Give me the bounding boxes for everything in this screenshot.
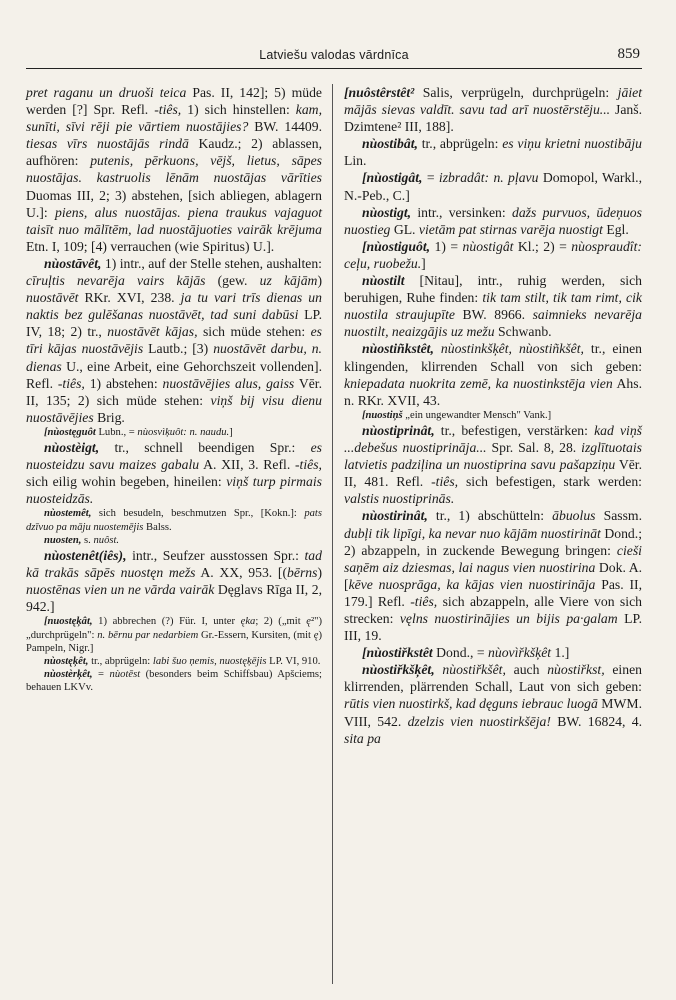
definition-text: tr., befestigen, verstärken: (434, 422, 595, 438)
example-text: es tīri kājas nuostāvējis (26, 324, 322, 357)
example-text: tiesas vīrs nuostājās rindā (26, 136, 189, 152)
headword: [nuôstêrstêt² (344, 85, 415, 100)
definition-text: 1) abstehen: (84, 375, 163, 391)
dictionary-entry (344, 84, 642, 135)
example-text: ę (306, 616, 311, 628)
example-text: nùotēst (109, 669, 141, 681)
definition-text: Kl.; 2) = (513, 238, 572, 254)
headword: [nùostęguôt (44, 426, 96, 438)
definition-text: (gew. (205, 273, 260, 289)
headword: nùostemêt, (44, 508, 92, 520)
example-text: -tiês, (57, 375, 85, 391)
example-text: ābuolus (552, 508, 596, 524)
example-text: jāiet mājās sievas valdīt. savu tad arī nuostērstēju... (344, 85, 642, 118)
example-text: kniepadata nuokrita zemē, ka nuostinkstēja vien (344, 375, 613, 391)
example-text: kēve nuosprāga, ka kājas vien nuostirināja (348, 576, 596, 592)
example-text: -tiês, (410, 593, 438, 609)
example-text: es nuosteidzu savu maizes gabalu (26, 440, 322, 473)
page-header (26, 48, 642, 69)
example-text: nuostēnas vien un ne vārda vairāk (26, 582, 215, 598)
headword: nùostigt, (362, 204, 412, 220)
dictionary-entry (26, 255, 322, 426)
definition-text: Dęglavs Rīga II, 2, 942.] (26, 582, 322, 615)
definition-text: = (422, 170, 439, 186)
definition-text: ; 2) („mit (255, 616, 307, 628)
definition-text: Domopol, Warkl., N.-Peb., C.] (344, 170, 642, 203)
example-text: cīruļtis nevarēja vairs kājās (26, 273, 206, 289)
definition-text: Vēr. II, 481. Refl. (344, 457, 642, 490)
dictionary-entry (344, 409, 642, 422)
example-text: vęlns nuostirinājies un bijis pa·galam (399, 611, 618, 627)
example-text: pret raganu un druoši teica (26, 85, 187, 100)
headword: [nuostiņš (362, 409, 403, 421)
definition-text: Duomas III, 2; 3) abstehen, [sich abliegen, ablagern U.]: (26, 187, 322, 220)
definition-text: Sassm. (595, 508, 642, 524)
dictionary-entry (26, 439, 322, 507)
definition-text: A. XII, 3. Refl. (199, 457, 295, 473)
definition-text: Egl. (602, 221, 629, 237)
headword: nùostirinât, (362, 508, 428, 524)
example-text: kad viņš ...debešus nuostiprināja... (344, 422, 642, 456)
definition-text: Ahs. n. RKr. XVII, 43. (344, 375, 642, 408)
example-text: cieši saņēm aiz dziesmas, lai nagus vien nuostirina (344, 542, 642, 575)
example-text: saimnieks nevarēja nuostilt, neaizgājis uz mežu (344, 307, 642, 340)
dictionary-entry (26, 615, 322, 655)
headword: nùostenêt(iês), (44, 548, 127, 564)
headword: [nùostiřkstêt (362, 645, 433, 661)
definition-text: A. XX, 953. [( (195, 565, 288, 581)
dictionary-entry (344, 644, 642, 661)
dictionary-entry (344, 135, 642, 169)
definition-text: Brig. (93, 409, 125, 425)
definition-text: [Nitau], intr., ruhig werden, sich beruhigen, Ruhe finden: (344, 273, 642, 306)
dictionary-entry (26, 547, 322, 615)
dictionary-entry (26, 655, 322, 668)
definition-text: tr., schnell beendigen Spr.: (99, 440, 311, 456)
left-column (26, 84, 322, 695)
definition-text: GL. (390, 221, 419, 237)
example-text: viņš turp pirmais nuosteidzās. (26, 474, 322, 507)
definition-text: einen klirrenden, plärrenden Schall, Laut von sich geben: (344, 662, 642, 695)
example-text: dubļi tik lipīgi, ka nevar nuo kājām nuostirināt (344, 525, 601, 541)
definition-text: BW. 14409. (248, 119, 322, 135)
definition-text: ) (317, 565, 323, 581)
definition-text: BW. 16824, 4. (550, 713, 642, 729)
headword: nùostāvêt, (44, 255, 102, 271)
definition-text: Salis, verprügeln, durchprügeln: (414, 85, 618, 100)
definition-text: BW. 8966. (454, 307, 533, 323)
column-divider (332, 84, 333, 984)
example-text: nùospraudît: ceļu, ruobežu. (344, 238, 642, 271)
definition-text: ] (229, 426, 233, 438)
definition-text: auch (505, 662, 548, 678)
example-text: putenis, pērkuons, vējš, lietus, sāpes nuostājas. kastruolis lēnām nuostājas vārīties (26, 153, 322, 186)
example-text: pats dzīvuo pa māju nuostemējis (26, 508, 322, 533)
example-text: kam, sunīti, sīvi rēji pie vārtiem nuostājies? (26, 102, 322, 135)
definition-text: sich abzappeln, alle Viere von sich strecken: (344, 593, 642, 627)
definition-text: „ein ungewandter Mensch" Vank.] (402, 409, 552, 421)
example-text: ęka (240, 616, 256, 628)
example-text: nùostinkšķêt, nùostiñkšêt, (440, 341, 584, 357)
dictionary-entry (344, 422, 642, 507)
dictionary-entry (344, 272, 642, 340)
definition-text: = (92, 669, 110, 681)
definition-text: sich müde stehen: (197, 324, 311, 340)
definition-text: Pas. II, 179.] Refl. (344, 576, 642, 609)
definition-text: Dond., = (432, 645, 488, 661)
definition-text: Balss. (143, 521, 172, 533)
example-text: -tiês, (294, 457, 322, 473)
definition-text: Dond.; 2) abzappeln, in zuckende Bewegung bringen: (344, 525, 642, 558)
example-text: es viņu krietni nuostibāju (502, 136, 642, 152)
headword: nùostilt (362, 273, 405, 289)
dictionary-entry (26, 534, 322, 547)
dictionary-entry (26, 84, 322, 255)
right-column (344, 84, 642, 747)
definition-text: Lubn., = (95, 426, 138, 438)
example-text: nùostigât (462, 238, 514, 254)
page-number: 859 (617, 46, 640, 62)
definition-text: MWM. VIII, 542. (344, 696, 642, 729)
definition-text: LP. IV, 18; 2) tr., (26, 307, 322, 340)
definition-text: LP. III, 19. (344, 611, 642, 644)
headword: nùostèigt, (44, 440, 100, 456)
definition-text: sich befestigen, stark werden: (458, 474, 642, 490)
example-text: sita pa (344, 730, 381, 746)
example-text: -tiês, (431, 474, 459, 490)
definition-text: Janš. Dzimtene² III, 188]. (344, 102, 642, 135)
dictionary-entry (344, 661, 642, 746)
example-text: valstis nuostiprinās. (344, 491, 455, 507)
example-text: n. bērnu par nedarbiem (97, 629, 199, 641)
example-text: izglītuotais latvietis padziļina un nuostiprina savu pašapziņu (344, 440, 642, 473)
definition-text: tr., einen klingenden, klirrenden Schall von sich geben: (344, 341, 643, 374)
running-title: Latviešu valodas vārdnīca (259, 48, 409, 62)
definition-text: U., eine Arbeit, eine Gehorchszeit vollenden]. Refl. (26, 358, 322, 391)
example-text: labi šuo ņemis, nuostęķējis (152, 656, 267, 668)
definition-text: tr., 1) abschütteln: (427, 508, 553, 524)
example-text: nùostiřkšêt, (442, 662, 506, 678)
definition-text: ²") „durchprügeln": (26, 616, 322, 641)
example-text: nùosvìķuôt: n. naudu. (137, 426, 230, 438)
definition-text: ) (317, 273, 322, 289)
example-text: ja tu vari trīs dienas un naktis bez gulēšanas nuostāvēt, tad suni dabūsi (26, 290, 322, 323)
definition-text: Pas. II, 142]; 5) müde werden [?] Spr. Refl. (26, 85, 322, 118)
example-text: dažs purvuos, ūdeņuos nuostieg (344, 204, 642, 237)
definition-text: Lin. (344, 153, 367, 169)
definition-text: 1) intr., auf der Stelle stehen, aushalten: (101, 255, 322, 271)
example-text: nùostiřkst, (547, 662, 605, 678)
dictionary-entry (344, 238, 642, 272)
dictionary-entry (344, 169, 642, 203)
example-text: izbradât: n. pļavu (438, 170, 539, 186)
definition-text: 1) sich hinstellen: (181, 102, 296, 118)
definition-text: Vēr. II, 135; 2) sich müde stehen: (26, 375, 323, 408)
example-text: nùovìřkšķêt (488, 645, 552, 661)
dictionary-entry (26, 426, 322, 439)
dictionary-entry (26, 668, 322, 694)
definition-text: Gr.-Essern, Kursiten, (mit (198, 629, 314, 641)
example-text: viņš bij visu dienu nuostāvējies (26, 392, 322, 425)
example-text: rūtis vien nuostirkš, kad dęguns iebrauc luogā (344, 696, 598, 712)
definition-text: Lautb.; [3) (143, 341, 214, 357)
headword: nùostiñkstêt, (362, 341, 434, 357)
dictionary-entry (344, 507, 642, 644)
definition-text: RKr. XVI, 238. (78, 290, 181, 306)
definition-text: s. (81, 534, 94, 546)
definition-text: ] (421, 255, 426, 271)
example-text: piens, alus nuostājas. piena traukus vajaguot taisīt nuo mālītēm, lad nuostājuoties vairāk krējuma (26, 204, 323, 237)
definition-text: Spr. Sal. 8, 28. (486, 440, 582, 456)
definition-text: sich eilig wohin begeben, hineilen: (26, 474, 227, 490)
definition-text: Schwanb. (494, 324, 552, 340)
example-text: -tiês, (154, 102, 182, 118)
example-text: bērns (287, 565, 318, 581)
definition-text: tr., abprügeln: (417, 136, 503, 152)
headword: nuosten, (44, 534, 82, 546)
definition-text: Etn. I, 109; [4) verrauchen (wie Spiritus) U.]. (26, 238, 275, 254)
headword: nùostèrķêt, (44, 669, 93, 681)
definition-text (434, 341, 441, 356)
example-text: nuôst. (93, 534, 120, 546)
example-text: tad kā trakās sāpēs nuostęn mežs (26, 548, 322, 581)
headword: nùostiprinât, (362, 422, 435, 438)
dictionary-entry (344, 340, 642, 408)
definition-text: 1) abbrechen (?) Für. I, unter (92, 616, 241, 628)
headword: nùostęķêt, (44, 656, 89, 668)
definition-text: 1) = (430, 238, 463, 254)
example-text: nuostāvējies alus, gaiss (162, 375, 295, 391)
example-text: nuostāvēt kājas, (107, 324, 198, 340)
headword: nùostiřkšķêt, (362, 662, 435, 678)
definition-text: Kaudz.; 2) ablassen, aufhören: (26, 136, 322, 169)
definition-text: ) Pampeln, Nigr.] (26, 629, 322, 654)
example-text: dzelzis vien nuostirkšēja! (407, 713, 551, 729)
example-text: nuostāvēt darbu, n. dienas (26, 341, 322, 374)
headword: [nùostigât, (362, 170, 423, 186)
headword: [nuostęķât, (44, 616, 93, 628)
dictionary-entry (344, 204, 642, 238)
example-text: nuostāvēt (26, 290, 79, 306)
example-text: tik tam stilt, tik tam rimt, cik nuostila straujupīte (344, 290, 642, 323)
definition-text: intr., versinken: (411, 204, 512, 220)
dictionary-entry (26, 507, 322, 533)
example-text: uz kājām (259, 273, 318, 289)
definition-text: (besonders beim Schiffsbau) Apšciems; behauen LKVv. (26, 669, 323, 694)
example-text: ę (313, 629, 319, 641)
example-text: vietām pat stirnas varēja nuostigt (418, 221, 603, 237)
headword: [nùostiguôt, (362, 238, 431, 254)
definition-text: LP. VI, 910. (266, 656, 321, 668)
definition-text: Dok. A. [ (344, 559, 643, 592)
definition-text: intr., Seufzer ausstossen Spr.: (126, 548, 305, 564)
headword: nùostibât, (362, 136, 418, 152)
definition-text: 1.] (551, 645, 570, 661)
definition-text: tr., abprügeln: (88, 656, 153, 668)
definition-text: sich besudeln, beschmutzen Spr., [Kokn.]: (91, 508, 305, 520)
